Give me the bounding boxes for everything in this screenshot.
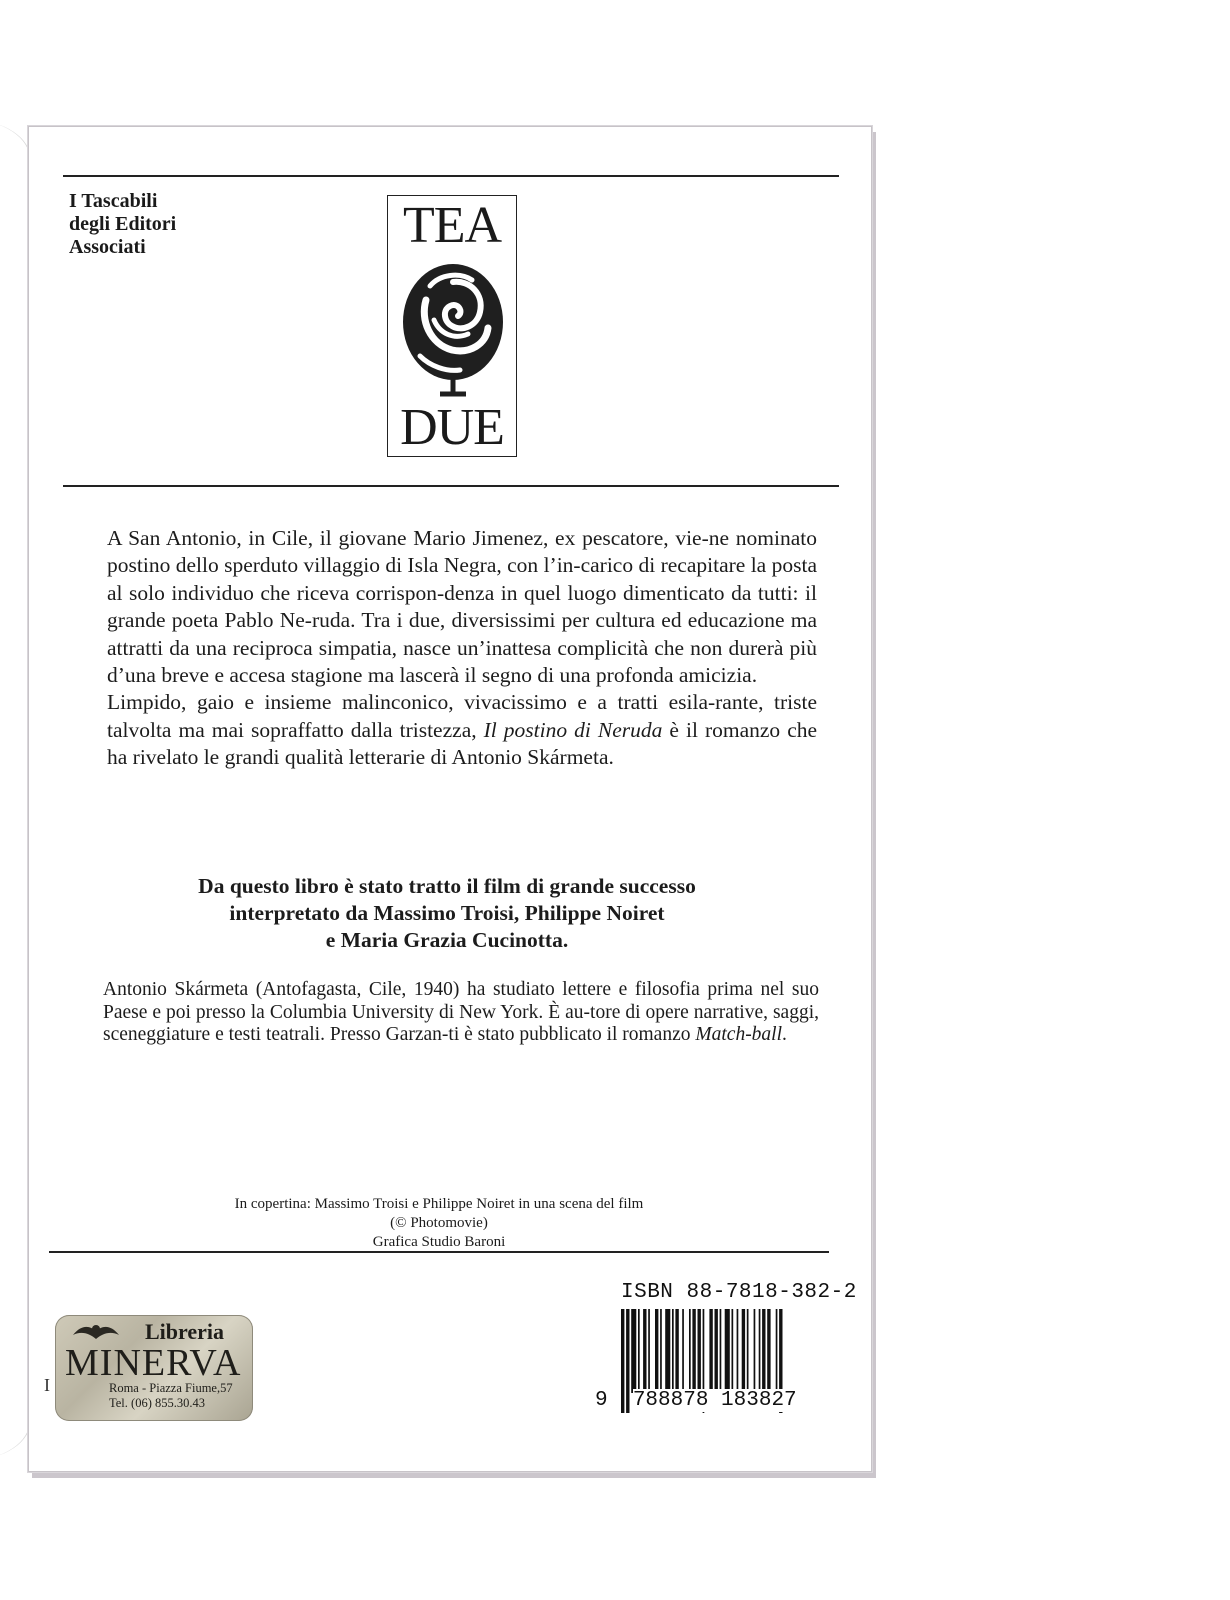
barcode-bar xyxy=(776,1309,778,1393)
barcode-bar xyxy=(742,1309,745,1393)
author-bio: Antonio Skármeta (Antofagasta, Cile, 1940) ha studiato lettere e filosofia prima nel suo Paese e poi presso la Columbia University di New York. È au-tore di opere narrative, saggi, sceneggiature e testi teatrali. Presso Garzan-ti è stato pubblicato il romanzo Match-ball. xyxy=(103,979,819,1046)
barcode-bar xyxy=(720,1309,722,1393)
publisher-logo xyxy=(387,195,517,457)
sticker-stub: I xyxy=(44,1375,50,1395)
barcode-bar xyxy=(767,1309,770,1393)
logo-rule xyxy=(63,485,839,487)
barcode-bar xyxy=(638,1309,640,1393)
bookshop-sticker xyxy=(55,1315,253,1421)
rose-icon xyxy=(400,260,506,400)
credit-line: (© Photomovie) xyxy=(390,1215,488,1231)
cover-credits xyxy=(179,1195,699,1252)
barcode-bar xyxy=(648,1309,650,1393)
barcode-bar xyxy=(643,1309,646,1393)
book-title: Il postino di Neruda xyxy=(483,717,663,742)
barcode-bar xyxy=(715,1309,718,1393)
bottom-rule xyxy=(49,1251,829,1253)
series-line: I Tascabili xyxy=(69,190,158,212)
other-book-title: Match-ball xyxy=(695,1024,783,1046)
logo-text-bottom: DUE xyxy=(400,399,504,456)
book-description xyxy=(107,525,817,772)
barcode-bar xyxy=(747,1309,749,1393)
barcode-bar xyxy=(737,1309,739,1393)
film-note-line: Da questo libro è stato tratto il film di grande successo xyxy=(198,874,696,898)
barcode-bar xyxy=(725,1309,730,1393)
barcode-bar xyxy=(754,1309,756,1393)
barcode-bar xyxy=(709,1309,712,1393)
book-back-cover xyxy=(28,126,872,1472)
book-spine-edge xyxy=(0,120,31,1460)
barcode-bar xyxy=(759,1309,761,1393)
barcode-bar xyxy=(655,1309,658,1393)
description-paragraph: A San Antonio, in Cile, il giovane Mario Jimenez, ex pescatore, vie-ne nominato postino dello sperduto villaggio di Isla Negra, con l’in-carico di recapitare la posta al solo individuo che riceva corrispon-denza in quel luogo dimenticato da tutti: il grande poeta Pablo Ne-ruda. Tra i due, diversissimi per cultura ed educazione ma attratti da una reciproca simpatia, nasce un’inattesa complicità che non durerà più d’una breve e accesa stagione ma lascerà il segno di una profonda amicizia. xyxy=(107,526,817,688)
isbn-label: ISBN 88-7818-382-2 xyxy=(621,1281,857,1304)
barcode-bar xyxy=(689,1309,691,1393)
barcode-bar xyxy=(675,1309,678,1393)
sticker-shop-name: MINERVA xyxy=(65,1342,242,1384)
ean-digits: 9 788878 183827 xyxy=(595,1389,797,1412)
barcode-bar xyxy=(692,1309,695,1393)
barcode-bar xyxy=(682,1309,684,1393)
series-name xyxy=(69,190,269,259)
barcode-bar xyxy=(665,1309,670,1393)
barcode-bar xyxy=(660,1309,662,1393)
barcode-bar xyxy=(698,1309,701,1393)
logo-text-top: TEA xyxy=(402,197,502,254)
owl-icon xyxy=(71,1321,121,1343)
credit-line: In copertina: Massimo Troisi e Philippe Noiret in una scena del film xyxy=(234,1196,644,1212)
barcode-bar xyxy=(672,1309,674,1393)
series-line: degli Editori xyxy=(69,213,177,235)
series-line: Associati xyxy=(69,236,146,258)
sticker-address: Roma - Piazza Fiume,57 Tel. (06) 855.30.43 xyxy=(109,1381,233,1410)
film-note-line: interpretato da Massimo Troisi, Philippe Noiret xyxy=(229,901,665,925)
film-note xyxy=(137,873,757,954)
credit-line: Grafica Studio Baroni xyxy=(372,1234,506,1250)
barcode-bar xyxy=(631,1309,636,1393)
sticker-libreria: Libreria xyxy=(145,1319,225,1344)
barcode-bar xyxy=(732,1309,734,1393)
film-note-line: e Maria Grazia Cucinotta. xyxy=(325,928,569,952)
description-paragraph: Limpido, gaio e insieme malinconico, vivacissimo e a tratti esila-rante, triste talvolta ma mai sopraffatto dalla tristezza, Il postino di Neruda è il romanzo che ha rivelato le grandi qualità letterarie di Antonio Skármeta. xyxy=(107,690,818,770)
barcode-bar xyxy=(762,1309,765,1393)
top-rule xyxy=(63,175,839,177)
